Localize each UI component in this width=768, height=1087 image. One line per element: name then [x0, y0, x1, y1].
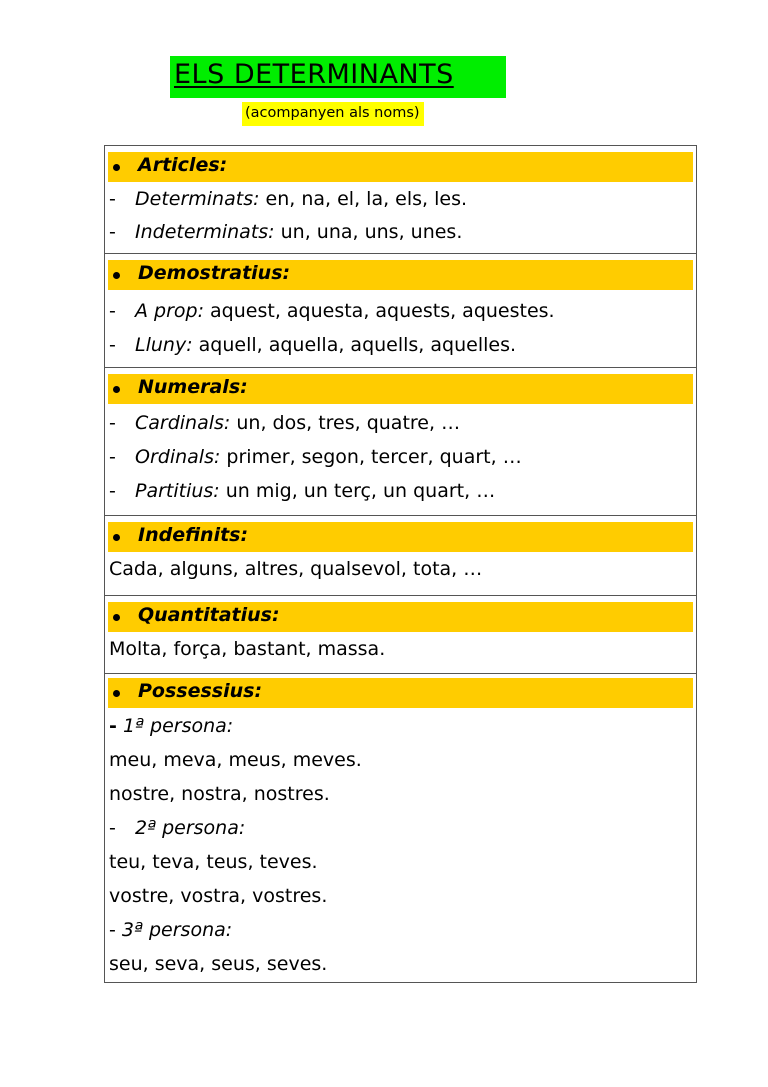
section-header-indefinits [108, 522, 693, 552]
section-numerals [105, 368, 696, 516]
bullet-icon [113, 534, 120, 541]
bullet-icon [113, 690, 120, 697]
section-heading: Numerals: [138, 376, 248, 398]
section-text: Cada, alguns, altres, qualsevol, tota, … [109, 558, 483, 580]
page-subtitle: (acompanyen als noms) [242, 102, 424, 126]
list-item: vostre, vostra, vostres. [109, 885, 328, 907]
list-item: - Determinats: en, na, el, la, els, les. [109, 188, 468, 210]
bullet-icon [113, 386, 120, 393]
list-item: - Ordinals: primer, segon, tercer, quart, … [109, 446, 522, 468]
list-item: nostre, nostra, nostres. [109, 783, 330, 805]
section-heading: Possessius: [138, 680, 263, 702]
section-header-numerals [108, 374, 693, 404]
list-item: - A prop: aquest, aquesta, aquests, aquestes. [109, 300, 555, 322]
section-quantitatius [105, 596, 696, 674]
bullet-icon [113, 614, 120, 621]
section-possessius [105, 674, 696, 982]
section-demostratius [105, 254, 696, 368]
section-text: Molta, força, bastant, massa. [109, 638, 386, 660]
section-header-articles [108, 152, 693, 182]
title-highlight [170, 56, 506, 98]
section-header-possessius [108, 678, 693, 708]
list-item: - Cardinals: un, dos, tres, quatre, … [109, 412, 461, 434]
person-label: - 3ª persona: [109, 919, 233, 941]
list-item: - Lluny: aquell, aquella, aquells, aquelles. [109, 334, 517, 356]
list-item: meu, meva, meus, meves. [109, 749, 362, 771]
section-header-demostratius [108, 260, 693, 290]
section-heading: Demostratius: [138, 262, 291, 284]
bullet-icon [113, 164, 120, 171]
section-heading: Indefinits: [138, 524, 249, 546]
determinants-table [104, 145, 697, 983]
list-item: teu, teva, teus, teves. [109, 851, 318, 873]
person-label: - 2ª persona: [109, 817, 246, 839]
section-articles [105, 146, 696, 254]
page-title: ELS DETERMINANTS [174, 59, 454, 90]
person-label: - 1ª persona: [109, 715, 234, 737]
section-heading: Quantitatius: [138, 604, 280, 626]
list-item: - Partitius: un mig, un terç, un quart, … [109, 480, 496, 502]
list-item: - Indeterminats: un, una, uns, unes. [109, 221, 463, 243]
section-header-quantitatius [108, 602, 693, 632]
list-item: seu, seva, seus, seves. [109, 953, 328, 975]
section-heading: Articles: [138, 154, 228, 176]
bullet-icon [113, 272, 120, 279]
section-indefinits [105, 516, 696, 596]
